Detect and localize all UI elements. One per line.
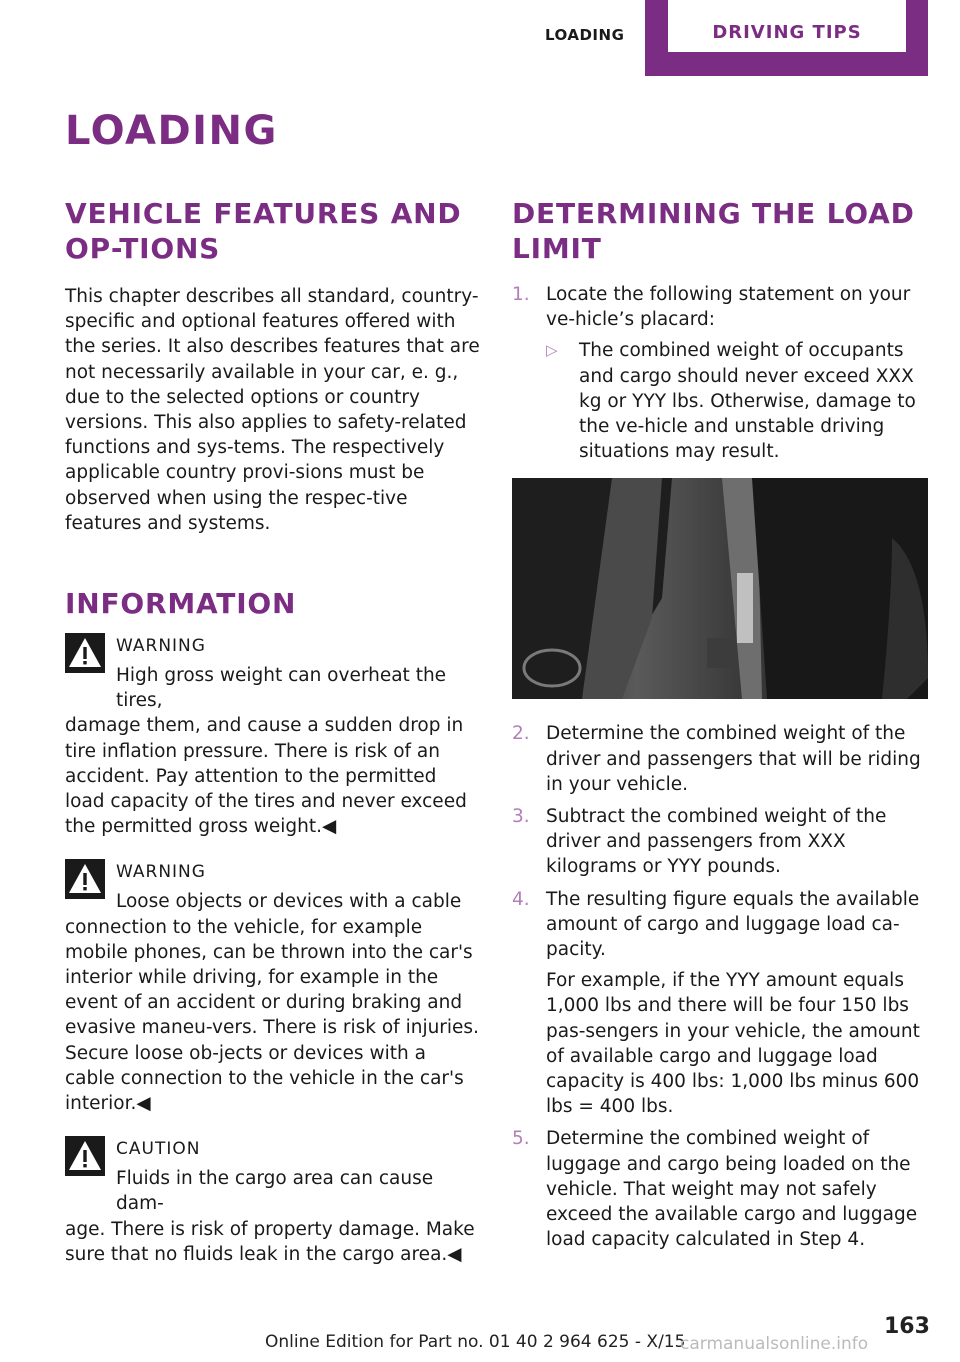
door-placard-photo: [512, 478, 928, 699]
notice-label: WARNING: [116, 862, 206, 883]
step-text: Determine the combined weight of luggage and cargo being loaded on the vehicle. That weight may not safely exceed the available cargo and luggage load capacity calculated in Step 4.: [546, 1128, 918, 1251]
warning-triangle-icon: [65, 1136, 105, 1176]
step-4: [512, 887, 928, 1120]
steps-list: [512, 282, 928, 1252]
footer-edition: Online Edition for Part no. 01 40 2 964 625 - X/15: [265, 1332, 686, 1352]
step-3: [512, 804, 928, 880]
notice-first-line: Loose objects or devices with a cable: [116, 891, 462, 913]
step-number: 5.: [512, 1128, 530, 1150]
step-number: 2.: [512, 723, 530, 745]
notice-label: CAUTION: [116, 1139, 201, 1160]
notice-first-line: Fluids in the cargo area can cause dam‐: [116, 1168, 434, 1215]
information-title: INFORMATION: [65, 587, 297, 621]
features-text: This chapter describes all standard, country-specific and optional features offered with the series. It also describes features that are not necessarily available in your car, e. g., due to the selected options or country versions. This also applies to safety-related functions and sys‐tems. The respectively applicable country provi‐sions must be observed when using the respec‐tive features and systems.: [65, 286, 480, 534]
warning-triangle-icon: [65, 859, 105, 899]
step-number: 1.: [512, 284, 530, 305]
step-text: Subtract the combined weight of the driver and passengers from XXX kilograms or YYY pounds.: [546, 806, 887, 878]
caution-notice: [65, 1136, 480, 1267]
watermark-text: carmanualsonline.info: [680, 1334, 869, 1354]
step-2: [512, 721, 928, 797]
step-1: [512, 282, 928, 464]
page-title: LOADING: [65, 108, 278, 154]
step-number: 3.: [512, 806, 530, 828]
notice-body: age. There is risk of property damage. Make sure that no fluids leak in the cargo area.◀: [65, 1218, 475, 1265]
notice-first-line: High gross weight can overheat the tires,: [116, 665, 447, 712]
warning-triangle-icon: [65, 633, 105, 673]
step-text: Locate the following statement on your ve‐hicle’s placard:: [546, 284, 911, 331]
step-example-text: For example, if the YYY amount equals 1,000 lbs and there will be four 150 lbs pas‐sengers in your vehicle, the amount of available cargo and luggage load capacity is 400 lbs: 1,000 lbs minus 600 lbs = 400 lbs.: [546, 970, 920, 1118]
step-number: 4.: [512, 888, 530, 910]
left-column: [65, 196, 480, 1267]
features-title: VEHICLE FEATURES AND OP‐TIONS: [65, 197, 462, 265]
placard-quote-text: The combined weight of occupants and cargo should never exceed XXX kg or YYY lbs. Otherwise, damage to the ve‐hicle and unstable driving situations may result.: [579, 340, 916, 463]
notice-label: WARNING: [116, 636, 206, 657]
header-section-label: LOADING: [545, 26, 625, 44]
triangle-bullet-icon: ▷: [546, 341, 558, 360]
load-limit-title: DETERMINING THE LOAD LIMIT: [512, 197, 915, 265]
warning-notice-1: [65, 633, 480, 839]
page-number: 163: [884, 1314, 930, 1339]
notice-body: damage them, and cause a sudden drop in tire inflation pressure. There is risk of an accident. Pay attention to the permitted load capacity of the tires and never exceed the permitted gross weight.◀: [65, 715, 467, 838]
warning-notice-2: [65, 859, 480, 1116]
notice-body: connection to the vehicle, for example mobile phones, can be thrown into the car's interior while driving, for example in the event of an accident or during braking and evasive maneu‐vers. There is risk of injuries. Secure loose ob‐jects or devices with a cable connection to the vehicle in the car's interior.◀: [65, 916, 479, 1115]
step-5: [512, 1126, 928, 1252]
step-text: The resulting figure equals the available amount of cargo and luggage load ca‐pacity.: [546, 888, 920, 961]
placard-quote: [546, 338, 928, 464]
right-column: [512, 196, 928, 1259]
header-chapter-label: DRIVING TIPS: [712, 22, 862, 43]
step-text: Determine the combined weight of the driver and passengers that will be riding in your vehicle.: [546, 723, 921, 795]
